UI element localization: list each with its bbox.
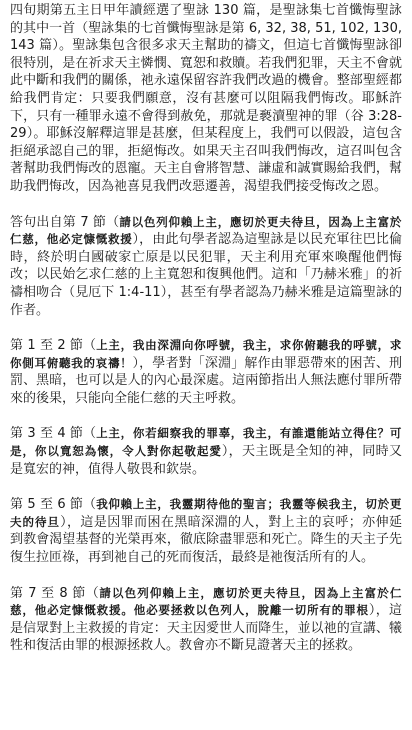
paragraph-lead: 答句出自第 7 節（: [10, 214, 120, 230]
paragraph-body: ），由此句學者認為這聖詠是以民充軍往巴比倫時，終於明白國破家亡原是以民犯罪，天主利用充軍來喚醒他們悔改；以民始乞求仁慈的上主寬恕和復興他們。這和「乃赫米雅」的祈禱相吻合（見厄下 1:4-11），甚至有學者認為乃赫米雅是這篇聖詠的作者。: [10, 232, 402, 318]
paragraph-body: ），這是信眾對上主救援的肯定：天主因愛世人而降生，並以祂的宣講、犧牲和復活由罪的根源拯救人。教會亦不斷見證著天主的拯救。: [10, 603, 402, 654]
paragraph-lead: 第 3 至 4 節（: [10, 426, 97, 442]
scripture-quote: 上主，我由深淵向你呼號，我主，求你俯聽我的呼號，求你側耳俯聽我的哀禱！: [10, 338, 403, 370]
paragraph-body: ），這是因罪而困在黑暗深淵的人，對上主的哀呼；亦伸延到教會渴望基督的光榮再來，徹底除盡罪惡和死亡。降生的天主子先復生拉匝祿，再到祂自己的死而復活，最終是祂復活所有的人。: [10, 514, 402, 566]
scripture-quote: 上主，你若細察我的罪辜，我主，有誰還能站立得住？可是，你以寬恕為懷，令人對你起敬起愛: [10, 426, 403, 459]
paragraph-verses-5-6: [10, 496, 402, 566]
scripture-quote: 請以色列仰賴上主，應切於更夫待旦，因為上主富於仁慈，他必定慷慨救援: [10, 214, 402, 247]
paragraph-intro: [10, 2, 402, 196]
paragraph-body: ），學者對「深淵」解作由罪惡帶來的困苦、刑罰、黑暗，也可以是人的內心最深處。這兩節指出人無法應付罪所帶來的後果，只能向全能仁慈的天主呼救。: [10, 355, 402, 406]
paragraph-verses-3-4: [10, 425, 402, 478]
paragraph-lead: 第 5 至 6 節（: [10, 497, 97, 513]
paragraph-lead: 第 7 至 8 節（: [10, 585, 100, 601]
paragraph-body: 四旬期第五主日甲年讀經選了聖詠 130 篇，是聖詠集七首懺悔聖詠的其中一首（聖詠集的七首懺悔聖詠是第 6, 32, 38, 51, 102, 130, 143 篇）。聖詠集包含很多求天主幫助的禱文，但這七首懺悔聖詠卻很特別，是在祈求天主憐憫、寬恕和救贖。若我們犯罪，天主不會就此中斷和我們的關係，祂永遠保留容許我們改過的機會。整部聖經都給我們肯定：只要我們願意，沒有甚麼可以阻隔我們悔改。耶穌許下，只有一種罪永遠不會得到赦免，那就是褻瀆聖神的罪（谷 3:28-29）。耶穌沒解釋這罪是甚麼，但某程度上，我們可以假設，這包含拒絕承認自己的罪，拒絕悔改。如果天主召叫我們悔改，這召叫包含著幫助我們悔改的恩寵。天主自會將智慧、謙虛和誠實賜給我們，幫助我們悔改，因為祂喜見我們改惡遷善，渴望我們接受悔改之恩。: [10, 3, 402, 194]
scripture-quote: 我仰賴上主，我靈期待他的聖言；我靈等候我主，切於更夫的待旦: [10, 497, 403, 529]
paragraph-lead: 第 1 至 2 節（: [10, 338, 97, 354]
paragraph-verses-1-2: [10, 337, 402, 407]
paragraph-response-verse-7: [10, 214, 402, 320]
scripture-quote: 請以色列仰賴上主，應切於更夫待旦，因為上主富於仁慈，他必定慷慨救援。他必要拯救以色列人，脫離一切所有的罪根: [10, 585, 402, 618]
paragraph-verses-7-8: [10, 585, 402, 655]
paragraph-body: ），天主既是全知的神，同時又是寬宏的神，值得人敬畏和欽崇。: [10, 444, 402, 477]
